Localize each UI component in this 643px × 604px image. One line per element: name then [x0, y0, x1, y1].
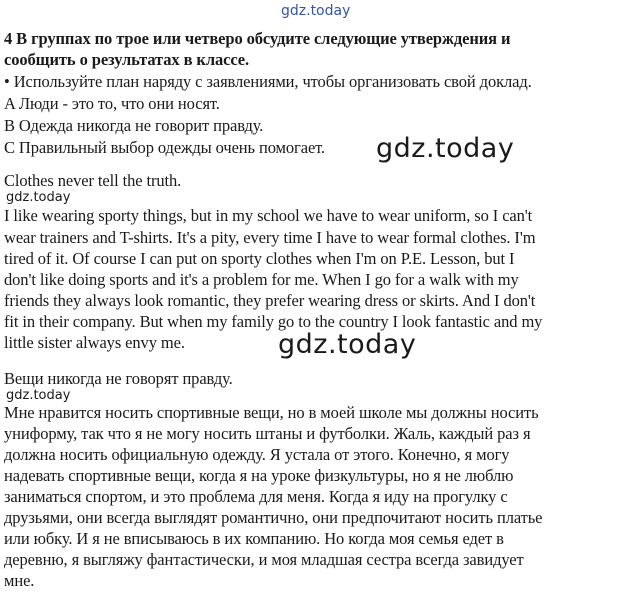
english-line-6: fit in their company. But when my family go to the country I look fantastic and my: [4, 312, 543, 331]
watermark-center: gdz.today: [278, 329, 417, 360]
task-heading-line2: сообщить о результатах в классе.: [4, 50, 250, 69]
russian-line-8: деревню, я выгляжу фантастически, и моя младшая сестра всегда завидует: [4, 550, 524, 569]
russian-line-1: Мне нравится носить спортивные вещи, но в моей школе мы должны носить: [4, 403, 539, 422]
russian-title: Вещи никогда не говорят правду.: [4, 369, 233, 388]
russian-line-6: друзьями, они всегда выглядят романтично, они предпочитают носить платье: [4, 508, 543, 527]
russian-line-5: заниматься спортом, и это проблема для меня. Когда я иду на прогулку с: [4, 487, 508, 506]
russian-line-2: униформу, так что я не могу носить штаны и футболки. Жаль, каждый раз я: [4, 424, 531, 443]
russian-line-7: или юбку. И я не вписываюсь в их компанию. Но когда моя семья едет в: [4, 529, 504, 548]
watermark-top: gdz.today: [281, 3, 351, 19]
statement-b: B Одежда никогда не говорит правду.: [4, 116, 264, 135]
english-title: Clothes never tell the truth.: [4, 171, 182, 190]
task-heading-line1: 4 В группах по трое или четверо обсудите следующие утверждения и: [4, 29, 511, 48]
russian-line-9: мне.: [4, 571, 35, 590]
english-line-7: little sister always envy me.: [4, 333, 185, 352]
english-line-1: I like wearing sporty things, but in my school we have to wear uniform, so I can't: [4, 206, 533, 225]
russian-line-4: надевать спортивные вещи, когда я на уроке физкультуры, но я не люблю: [4, 466, 514, 485]
russian-line-3: должна носить официальную одежду. Я устала от этого. Конечно, я могу: [4, 445, 510, 464]
watermark-small-1: gdz.today: [6, 190, 71, 205]
watermark-small-2: gdz.today: [6, 388, 71, 403]
english-line-3: tired of it. Of course I can put on sporty clothes when I'm on P.E. Lesson, but I: [4, 249, 515, 268]
statement-c: C Правильный выбор одежды очень помогает.: [4, 138, 326, 157]
english-line-2: wear trainers and T-shirts. It's a pity, every time I have to wear formal clothes. I'm: [4, 228, 536, 247]
english-line-4: don't like doing sports and it's a problem for me. When I go for a walk with my: [4, 270, 519, 289]
statement-a: A Люди - это то, что они носят.: [4, 94, 220, 113]
english-line-5: friends they always look romantic, they prefer wearing dress or skirts. And I don't: [4, 291, 536, 310]
watermark-right: gdz.today: [376, 133, 515, 164]
task-bullet: • Используйте план наряду с заявлениями, чтобы организовать свой доклад.: [4, 72, 532, 91]
